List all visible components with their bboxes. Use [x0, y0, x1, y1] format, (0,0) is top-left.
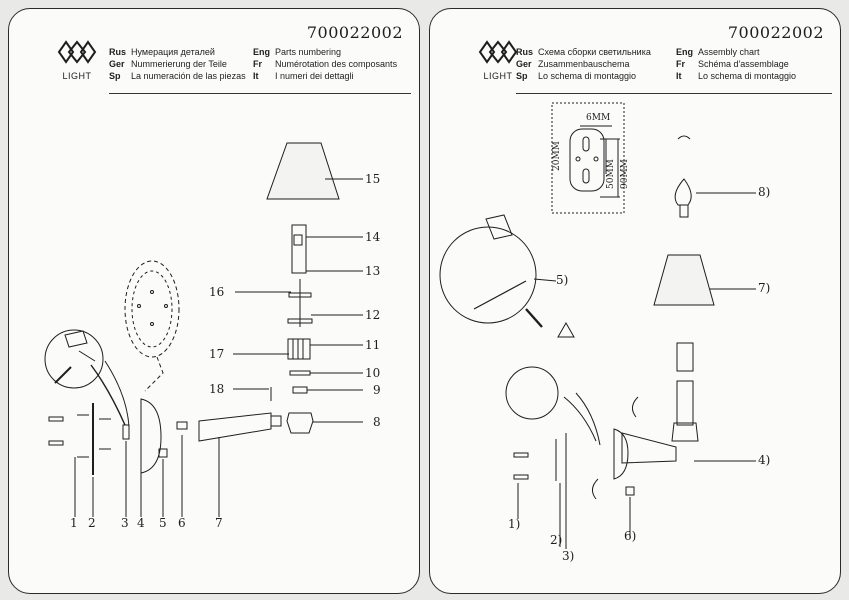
- header-ger: Ger Zusammenbauschema: [516, 59, 630, 69]
- part-label-6: 6: [178, 516, 186, 530]
- header-it: It Lo schema di montaggio: [676, 71, 797, 81]
- part-label-3: 3: [121, 516, 129, 530]
- part-label-11: 11: [365, 338, 381, 352]
- part-label-14: 14: [365, 230, 381, 244]
- header-it: It I numeri dei dettagli: [253, 71, 354, 81]
- part-label-4: 4: [137, 516, 145, 530]
- header-rus: Rus Нумерация деталей: [109, 47, 215, 57]
- header-sp: Sp Lo schema di montaggio: [516, 71, 637, 81]
- exploded-parts-diagram: [9, 9, 419, 593]
- part-label-18: 18: [209, 382, 225, 396]
- dimension-90mm: 90MM: [620, 159, 630, 189]
- step-label-6: 6): [624, 529, 637, 543]
- dimension-6mm: 6MM: [586, 113, 611, 123]
- step-label-2: 2): [550, 533, 563, 547]
- step-label-5: 5): [556, 273, 569, 287]
- step-label-4: 4): [758, 453, 771, 467]
- header-fr: Fr Numérotation des composants: [253, 59, 398, 69]
- document-code: 700022002: [306, 23, 403, 42]
- part-label-17: 17: [209, 347, 225, 361]
- brand-name: LIGHT: [483, 71, 513, 81]
- parts-numbering-page: [8, 8, 420, 594]
- part-label-1: 1: [70, 516, 78, 530]
- header-eng: Eng Parts numbering: [253, 47, 342, 57]
- part-label-12: 12: [365, 308, 381, 322]
- dimension-50mm: 50MM: [606, 159, 616, 189]
- part-label-2: 2: [88, 516, 96, 530]
- header-rus: Rus Схема сборки светильника: [516, 47, 651, 57]
- header-eng: Eng Assembly chart: [676, 47, 760, 57]
- step-label-8: 8): [758, 185, 771, 199]
- header-sp: Sp La numeración de las piezas: [109, 71, 246, 81]
- document-code: 700022002: [727, 23, 824, 42]
- assembly-diagram: [430, 9, 840, 593]
- dimension-20mm: 20MM: [552, 141, 562, 171]
- assembly-chart-page: [429, 8, 841, 594]
- part-label-16: 16: [209, 285, 225, 299]
- brand-name: LIGHT: [62, 71, 92, 81]
- part-label-8: 8: [373, 415, 381, 429]
- part-label-9: 9: [373, 383, 381, 397]
- part-label-13: 13: [365, 264, 381, 278]
- step-label-1: 1): [508, 517, 521, 531]
- header-ger: Ger Nummerierung der Teile: [109, 59, 227, 69]
- part-label-7: 7: [215, 516, 223, 530]
- part-label-5: 5: [159, 516, 167, 530]
- part-label-15: 15: [365, 172, 381, 186]
- step-label-7: 7): [758, 281, 771, 295]
- part-label-10: 10: [365, 366, 381, 380]
- step-label-3: 3): [562, 549, 575, 563]
- header-fr: Fr Schéma d'assemblage: [676, 59, 789, 69]
